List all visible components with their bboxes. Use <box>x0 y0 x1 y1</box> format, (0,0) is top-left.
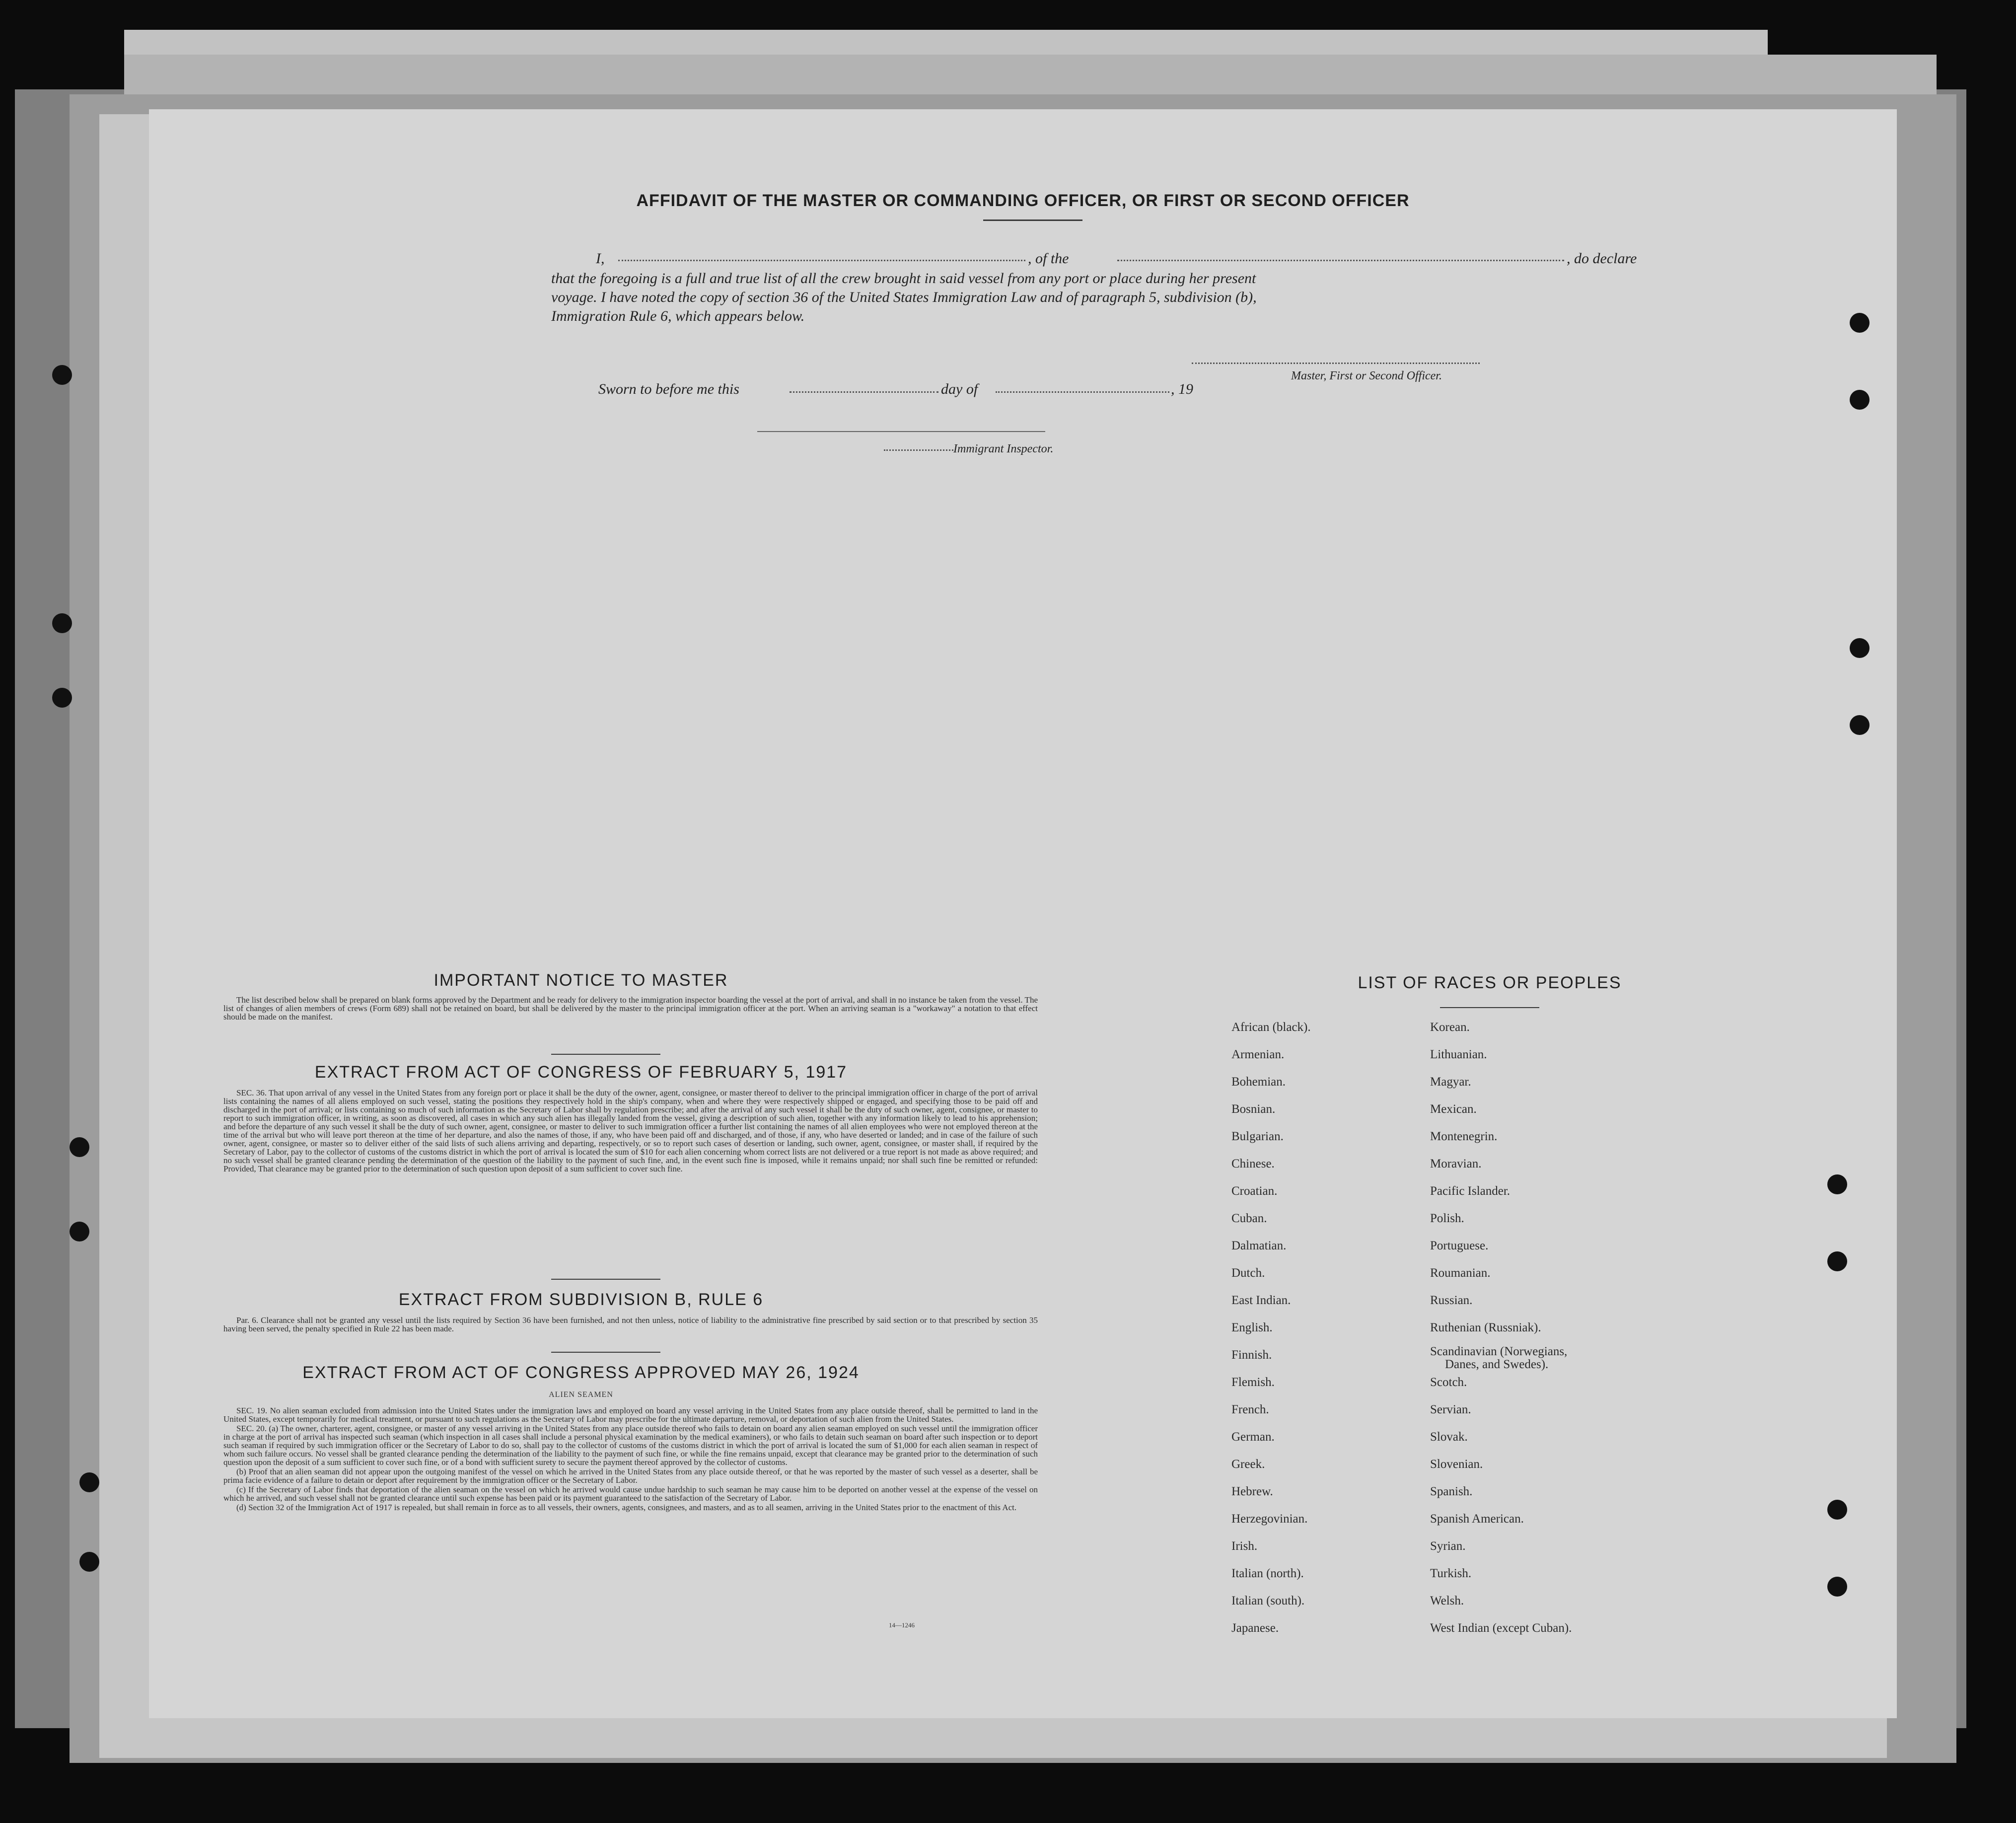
race-item: German. <box>1231 1430 1275 1444</box>
signature-blank <box>1192 363 1480 364</box>
month-blank <box>996 391 1169 393</box>
extract-1917-paragraph: SEC. 36. That upon arrival of any vessel in the United States from any foreign port or place it shall be the duty of the owner, agent, consignee, or master thereof to deliver to the principal immigration officer in charge of the port of arrival lists containing the names of all aliens employed on such vessel, stating the positions they respectively hold in the ship's company, when and where they were respectively shipped or engaged, and specifying those to be paid off and discharged in the port of arrival; or lists containing so much of such information as the Secretary of Labor shall by regulation prescribe; and after the arrival of any such vessel it shall be the duty of such owner, agent, consignee, or master to report to such immigration officer, in writing, as soon as discovered, all cases in which any such alien has illegally landed from the vessel, giving a description of such alien, together with any information likely to lead to his apprehension; and before the departure of any such vessel it shall be the duty of such owner, agent, consignee, or master to deliver to such immigration officer a further list containing the names of all alien employees who were not employed thereon at the time of the arrival but who will leave port thereon at the time of her departure, and also the names of those, if any, who have been paid off and discharged, and of those, if any, who have deserted or landed; and in case of the failure of such owner, agent, consignee, or master so to deliver either of the said lists of such aliens arriving and departing, respectively, or so to report such cases of desertion or landing, such owner, agent, consignee, or master shall, if required by the Secretary of Labor, pay to the collector of customs of the customs district in which the port of arrival is located the sum of $10 for each alien concerning whom correct lists are not delivered or a true report is not made as above required; and no such vessel shall be granted clearance pending the determination of the question of the liability to the payment of such fine, and, in the event such fine is imposed, while it remains unpaid; nor shall such fine be remitted or refunded: Provided, That clearance may be granted prior to the determination of such question upon deposit of a sum sufficient to cover such fine. <box>223 1088 1038 1173</box>
race-item: Greek. <box>1231 1458 1265 1471</box>
binder-hole <box>1827 1577 1847 1597</box>
race-item: Cuban. <box>1231 1212 1267 1225</box>
race-item: Bohemian. <box>1231 1075 1286 1089</box>
races-title: LIST OF RACES OR PEOPLES <box>1358 973 1622 992</box>
affidavit-of-the: , of the <box>1028 250 1069 267</box>
race-item: Korean. <box>1430 1021 1470 1034</box>
binder-hole <box>1850 390 1870 410</box>
race-item: Russian. <box>1430 1294 1473 1307</box>
affidavit-title: AFFIDAVIT OF THE MASTER OR COMMANDING OFFICER, OR FIRST OR SECOND OFFICER <box>636 191 1410 210</box>
race-item: Irish. <box>1231 1539 1258 1553</box>
race-item: Welsh. <box>1430 1594 1464 1607</box>
race-item: Turkish. <box>1430 1567 1472 1580</box>
race-item: Portuguese. <box>1430 1239 1489 1252</box>
inspector-blank <box>884 449 953 451</box>
binder-hole <box>1850 715 1870 735</box>
binder-hole <box>1827 1251 1847 1271</box>
race-item: Slovenian. <box>1430 1458 1483 1471</box>
race-item: Chinese. <box>1231 1157 1275 1170</box>
race-item: Japanese. <box>1231 1621 1279 1635</box>
race-item: Bulgarian. <box>1231 1130 1284 1143</box>
year-label: , 19 <box>1171 381 1193 397</box>
document-page <box>149 109 1897 1718</box>
race-item: Dalmatian. <box>1231 1239 1287 1252</box>
affidavit-do-declare: , do declare <box>1567 250 1637 267</box>
extract-1917-title: EXTRACT FROM ACT OF CONGRESS OF FEBRUARY 5, 1917 <box>314 1063 848 1082</box>
race-item: Dutch. <box>1231 1266 1265 1280</box>
form-number: 14—1246 <box>889 1621 915 1629</box>
binder-hole <box>1827 1174 1847 1194</box>
race-item: Spanish. <box>1430 1485 1473 1498</box>
sec-20c-paragraph: (c) If the Secretary of Labor finds that deportation of the alien seaman on the vessel on which he arrived would cause undue hardship to such seaman he may cause him to be deported on another vessel at the expense of the vessel on which he arrived, and such vessel shall not be granted clearance until such expense has been paid or its payment guaranteed to the satisfaction of the Secretary of Labor. <box>223 1485 1038 1503</box>
sworn-label: Sworn to before me this <box>598 381 739 397</box>
binder-hole <box>1850 313 1870 333</box>
affidavit-line3: voyage. I have noted the copy of section 36 of the United States Immigration Law and of paragraph 5, subdivision (b), <box>551 289 1257 305</box>
race-item: Hebrew. <box>1231 1485 1273 1498</box>
section-rule <box>551 1279 660 1280</box>
race-item: Finnish. <box>1231 1348 1272 1362</box>
master-signature-label: Master, First or Second Officer. <box>1291 369 1442 382</box>
notice-paragraph: The list described below shall be prepared on blank forms approved by the Department and be ready for delivery to the immigration inspector boarding the vessel at the port of arrival, and shall in no instance be taken from the vessel. The list of changes of alien members of crews (Form 689) shall not be retained on board, but shall be delivered by the master to the principal immigration officer at the port. When an arriving seaman is a "workaway" a notation to that effect should be made on the manifest. <box>223 995 1038 1021</box>
race-item: Montenegrin. <box>1430 1130 1498 1143</box>
race-item: Croatian. <box>1231 1184 1278 1198</box>
race-item: Polish. <box>1430 1212 1464 1225</box>
sec-20d-paragraph: (d) Section 32 of the Immigration Act of 1917 is repealed, but shall remain in force as to all vessels, their owners, agents, consignees, and masters, and as to all seamen, arriving in the United States prior to the enactment of this Act. <box>236 1503 1017 1512</box>
subdivision-title: EXTRACT FROM SUBDIVISION B, RULE 6 <box>398 1290 764 1309</box>
race-item: Roumanian. <box>1430 1266 1491 1280</box>
inspector-rule <box>757 431 1045 432</box>
race-item: Mexican. <box>1430 1102 1477 1116</box>
binder-hole <box>52 688 72 708</box>
notice-text <box>223 996 1038 1022</box>
affidavit-line4: Immigration Rule 6, which appears below. <box>551 308 805 324</box>
inspector-label: Immigrant Inspector. <box>953 442 1054 455</box>
sec-20b-paragraph: (b) Proof that an alien seaman did not appear upon the outgoing manifest of the vessel on which he arrived in the United States from any place outside thereof, or that he was reported by the master of such vessel as a deserter, shall be prima facie evidence of a failure to detain or deport after requirement by the immigration officer or the Secretary of Labor. <box>223 1467 1038 1485</box>
sec-19-paragraph: SEC. 19. No alien seaman excluded from admission into the United States under the immigration laws and employed on board any vessel arriving in the United States from any place outside thereof, shall be permitted to land in the United States, except temporarily for medical treatment, or pursuant to such regulations as the Secretary of Labor may prescribe for the ultimate departure, removal, or deportation of such alien from the United States. <box>223 1406 1038 1424</box>
race-item: West Indian (except Cuban). <box>1430 1621 1572 1635</box>
race-item: African (black). <box>1231 1021 1311 1034</box>
binder-hole <box>79 1472 99 1492</box>
day-of-label: day of <box>941 381 978 397</box>
race-item: Spanish American. <box>1430 1512 1524 1526</box>
notice-title: IMPORTANT NOTICE TO MASTER <box>433 971 728 990</box>
race-item: Lithuanian. <box>1430 1048 1487 1061</box>
race-item: Italian (south). <box>1231 1594 1305 1607</box>
subdivision-text <box>223 1316 1038 1334</box>
race-item: Syrian. <box>1430 1539 1466 1553</box>
vessel-blank <box>1117 260 1564 261</box>
section-rule <box>551 1352 660 1353</box>
section-rule <box>551 1054 660 1055</box>
subdivision-paragraph: Par. 6. Clearance shall not be granted any vessel until the lists required by Section 36 have been furnished, and not then unless, notice of liability to the administrative fine prescribed by said section or to that prescribed by section 35 having been served, the penalty specified in Rule 22 has been made. <box>223 1315 1038 1333</box>
race-item: Bosnian. <box>1231 1102 1276 1116</box>
extract-1917-text <box>223 1089 1038 1174</box>
race-item: English. <box>1231 1321 1273 1334</box>
extract-1924-title: EXTRACT FROM ACT OF CONGRESS APPROVED MAY 26, 1924 <box>302 1363 860 1382</box>
race-item: East Indian. <box>1231 1294 1291 1307</box>
race-item: Moravian. <box>1430 1157 1482 1170</box>
binder-hole <box>79 1552 99 1572</box>
name-blank <box>618 260 1025 261</box>
binder-hole <box>52 365 72 385</box>
race-item: Slovak. <box>1430 1430 1468 1444</box>
binder-hole <box>1850 638 1870 658</box>
title-rule <box>983 219 1082 221</box>
race-item: French. <box>1231 1403 1269 1416</box>
races-rule <box>1440 1007 1539 1008</box>
binder-hole <box>70 1222 89 1241</box>
race-item: Scandinavian (Norwegians, <box>1430 1345 1568 1358</box>
extract-1924-text <box>223 1406 1038 1513</box>
affidavit-i: I, <box>596 250 605 267</box>
race-item: Ruthenian (Russniak). <box>1430 1321 1541 1334</box>
race-item: Italian (north). <box>1231 1567 1304 1580</box>
alien-seamen-subtitle: ALIEN SEAMEN <box>549 1390 613 1399</box>
day-blank <box>790 391 938 393</box>
race-item-continued: Danes, and Swedes). <box>1445 1358 1549 1371</box>
race-item: Magyar. <box>1430 1075 1471 1089</box>
affidavit-line2: that the foregoing is a full and true list of all the crew brought in said vessel from any port or place during her present <box>551 270 1256 287</box>
race-item: Pacific Islander. <box>1430 1184 1511 1198</box>
sec-20a-paragraph: SEC. 20. (a) The owner, charterer, agent, consignee, or master of any vessel arriving in the United States from any place outside thereof who fails to detain on board any alien seaman employed on such vessel until the immigration officer in charge at the port of arrival has inspected such seaman (which inspection in all cases shall include a personal physical examination by the medical examiners), or who fails to detain such seaman on board after such inspection or to deport such seaman if required by such immigration officer or the Secretary of Labor to do so, shall pay to the collector of customs of the customs district in which the port of arrival is located the sum of $1,000 for each alien seaman in respect of whom such failure occurs. No vessel shall be granted clearance pending the determination of the liability to the payment of such fine, or while the fine remains unpaid, except that clearance may be granted prior to the determination of such question upon the deposit of a sum sufficient to cover such fine, or of a bond with sufficient surety to secure the payment thereof approved by the collector of customs. <box>223 1424 1038 1467</box>
race-item: Flemish. <box>1231 1376 1275 1389</box>
binder-hole <box>70 1137 89 1157</box>
race-item: Servian. <box>1430 1403 1471 1416</box>
race-item: Herzegovinian. <box>1231 1512 1308 1526</box>
race-item: Scotch. <box>1430 1376 1467 1389</box>
binder-hole <box>1827 1500 1847 1520</box>
binder-hole <box>52 613 72 633</box>
race-item: Armenian. <box>1231 1048 1285 1061</box>
